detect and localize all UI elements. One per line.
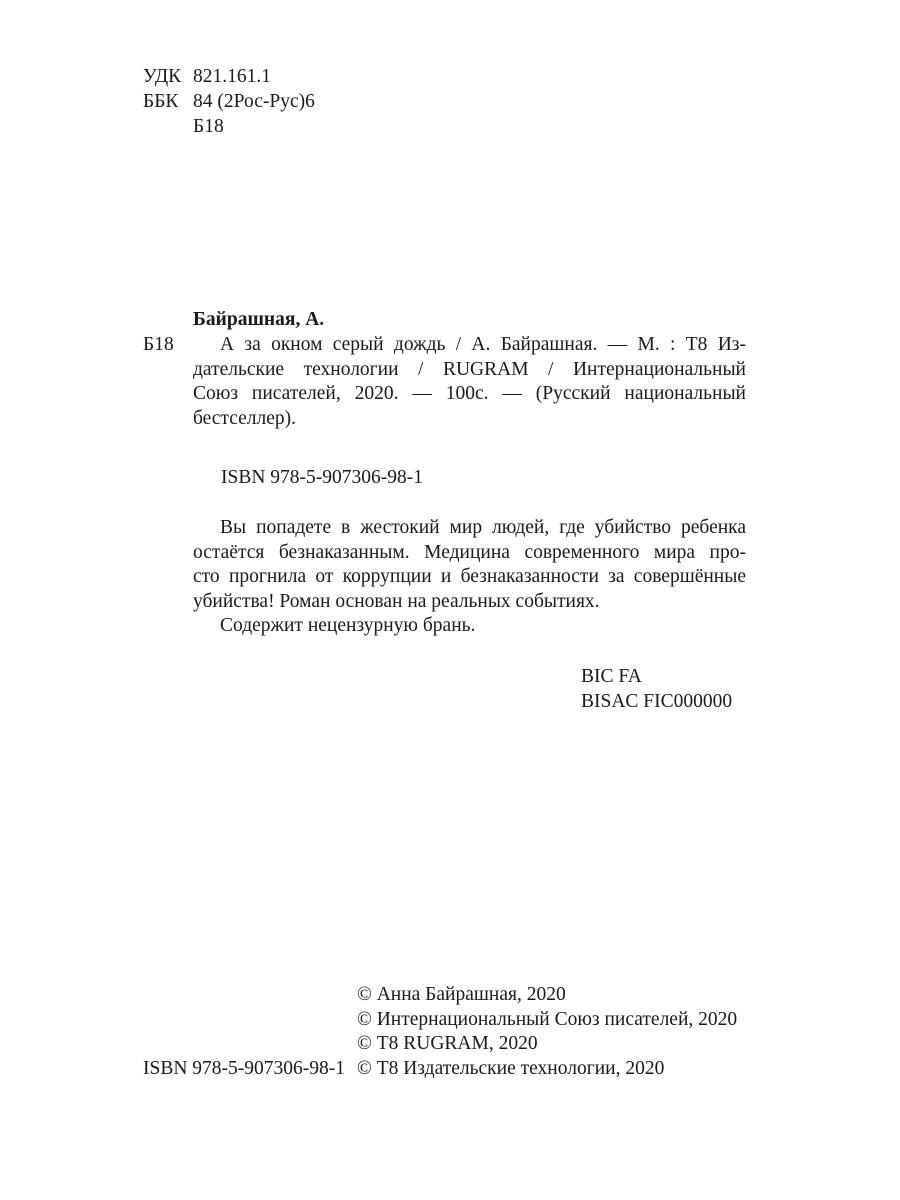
description-line: А за окном серый дождь / А. Байрашная. — М. : Т8 Из- xyxy=(220,334,746,355)
udk-value: 821.161.1 xyxy=(193,66,271,87)
annotation-line: Вы попадете в жестокий мир людей, где убийство ребенка xyxy=(220,517,746,538)
bisac-code: BISAC FIC000000 xyxy=(581,691,733,712)
annotation-line: сто прогнила от коррупции и безнаказанности за совершённые xyxy=(193,566,746,587)
annotation xyxy=(193,516,746,639)
copyright-line: © Т8 RUGRAM, 2020 xyxy=(357,1033,538,1054)
catalog-code: Б18 xyxy=(143,334,174,355)
copyright-line: © Интернациональный Союз писателей, 2020 xyxy=(357,1009,738,1030)
isbn: ISBN 978-5-907306-98-1 xyxy=(221,467,424,488)
annotation-line: убийства! Роман основан на реальных событиях. xyxy=(193,590,600,612)
description-line: дательские технологии / RUGRAM / Интернациональный xyxy=(193,358,746,380)
author-heading: Байрашная, А. xyxy=(193,309,325,330)
bic-code: BIC FA xyxy=(581,666,642,687)
isbn-footer: ISBN 978-5-907306-98-1 xyxy=(143,1058,346,1079)
bbk-label: ББК xyxy=(143,91,179,112)
copyright-line: © Анна Байрашная, 2020 xyxy=(357,984,566,1005)
author-mark: Б18 xyxy=(193,116,224,137)
udk-label: УДК xyxy=(143,66,182,87)
description-line: Союз писателей, 2020. — 100с. — (Русский национальный xyxy=(193,383,746,404)
bbk-value: 84 (2Рос-Рус)6 xyxy=(193,91,315,112)
description-line: бестселлер). xyxy=(193,407,297,429)
bibliographic-description xyxy=(193,333,746,431)
copyright-line: © Т8 Издательские технологии, 2020 xyxy=(357,1058,665,1079)
annotation-line: остаётся безнаказанным. Медицина современного мира про- xyxy=(193,541,746,563)
content-warning: Содержит нецензурную брань. xyxy=(220,615,476,636)
